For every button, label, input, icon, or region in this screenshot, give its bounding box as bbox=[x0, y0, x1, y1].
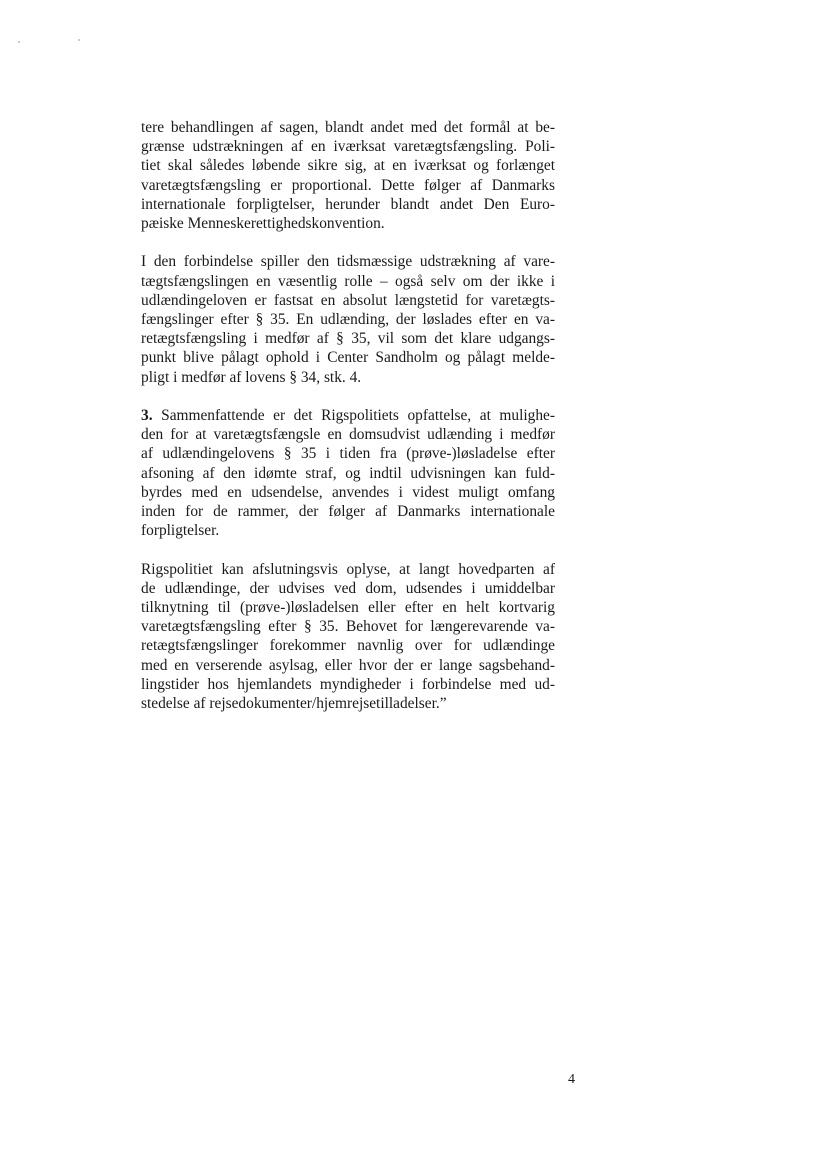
text-line: de udlændinge, der udvises ved dom, udsendes i umiddelbar bbox=[141, 579, 555, 597]
text-line: grænse udstrækningen af en iværksat varetægtsfængsling. Poli- bbox=[141, 138, 555, 156]
text-line: Rigspolitiet kan afslutningsvis oplyse, at langt hovedparten af bbox=[141, 560, 555, 578]
text-line: afsoning af den idømte straf, og indtil udvisningen kan fuld- bbox=[141, 464, 555, 482]
text-line-content: Sammenfattende er det Rigspolitiets opfattelse, at mulighe- bbox=[152, 407, 555, 425]
text-line: punkt blive pålagt ophold i Center Sandholm og pålagt melde- bbox=[141, 349, 555, 367]
text-line: tiet skal således løbende sikre sig, at en iværksat og forlænget bbox=[141, 157, 555, 175]
text-line: varetægtsfængsling efter § 35. Behovet for længerevarende va- bbox=[141, 618, 555, 636]
section-number: 3. bbox=[141, 407, 153, 425]
text-line: inden for de rammer, der følger af Danmarks internationale bbox=[141, 503, 555, 521]
text-line: retægtsfængslinger forekommer navnlig over for udlændinge bbox=[141, 637, 555, 655]
document-body bbox=[141, 118, 555, 732]
text-line: tere behandlingen af sagen, blandt andet med det formål at be- bbox=[141, 119, 555, 136]
text-line: pæiske Menneskerettighedskonvention. bbox=[141, 215, 385, 233]
paragraph-1 bbox=[141, 118, 555, 233]
page-number: 4 bbox=[568, 1072, 575, 1087]
text-line: varetægtsfængsling er proportional. Dette følger af Danmarks bbox=[141, 176, 555, 194]
text-line: tægtsfængslingen en væsentlig rolle – også selv om der ikke i bbox=[141, 272, 555, 290]
text-line: af udlændingelovens § 35 i tiden fra (prøve-)løsladelse efter bbox=[141, 445, 555, 463]
text-line: retægtsfængsling i medfør af § 35, vil som det klare udgangs- bbox=[141, 330, 555, 348]
paragraph-3 bbox=[141, 406, 555, 540]
text-line: forpligtelser. bbox=[141, 522, 220, 540]
text-line: internationale forpligtelser, herunder blandt andet Den Euro- bbox=[141, 195, 555, 213]
text-line bbox=[141, 406, 555, 425]
text-line: byrdes med en udsendelse, anvendes i videst muligt omfang bbox=[141, 483, 555, 501]
text-line: stedelse af rejsedokumenter/hjemrejsetilladelser.” bbox=[141, 695, 447, 713]
text-line: I den forbindelse spiller den tidsmæssige udstrækning af vare- bbox=[141, 253, 555, 271]
text-line: tilknytning til (prøve-)løsladelsen eller efter en helt kortvarig bbox=[141, 599, 555, 617]
text-line: den for at varetægtsfængsle en domsudvist udlænding i medfør bbox=[141, 426, 555, 444]
text-line: udlændingeloven er fastsat en absolut længstetid for varetægts- bbox=[141, 291, 555, 309]
paragraph-4 bbox=[141, 560, 555, 714]
scan-speck bbox=[78, 39, 80, 41]
text-line: pligt i medfør af lovens § 34, stk. 4. bbox=[141, 368, 362, 386]
text-line: med en verserende asylsag, eller hvor der er lange sagsbehand- bbox=[141, 656, 555, 674]
scan-speck bbox=[18, 41, 20, 43]
paragraph-2 bbox=[141, 252, 555, 386]
text-line: fængslinger efter § 35. En udlænding, der løslades efter en va- bbox=[141, 311, 555, 329]
text-line: lingstider hos hjemlandets myndigheder i forbindelse med ud- bbox=[141, 675, 555, 693]
